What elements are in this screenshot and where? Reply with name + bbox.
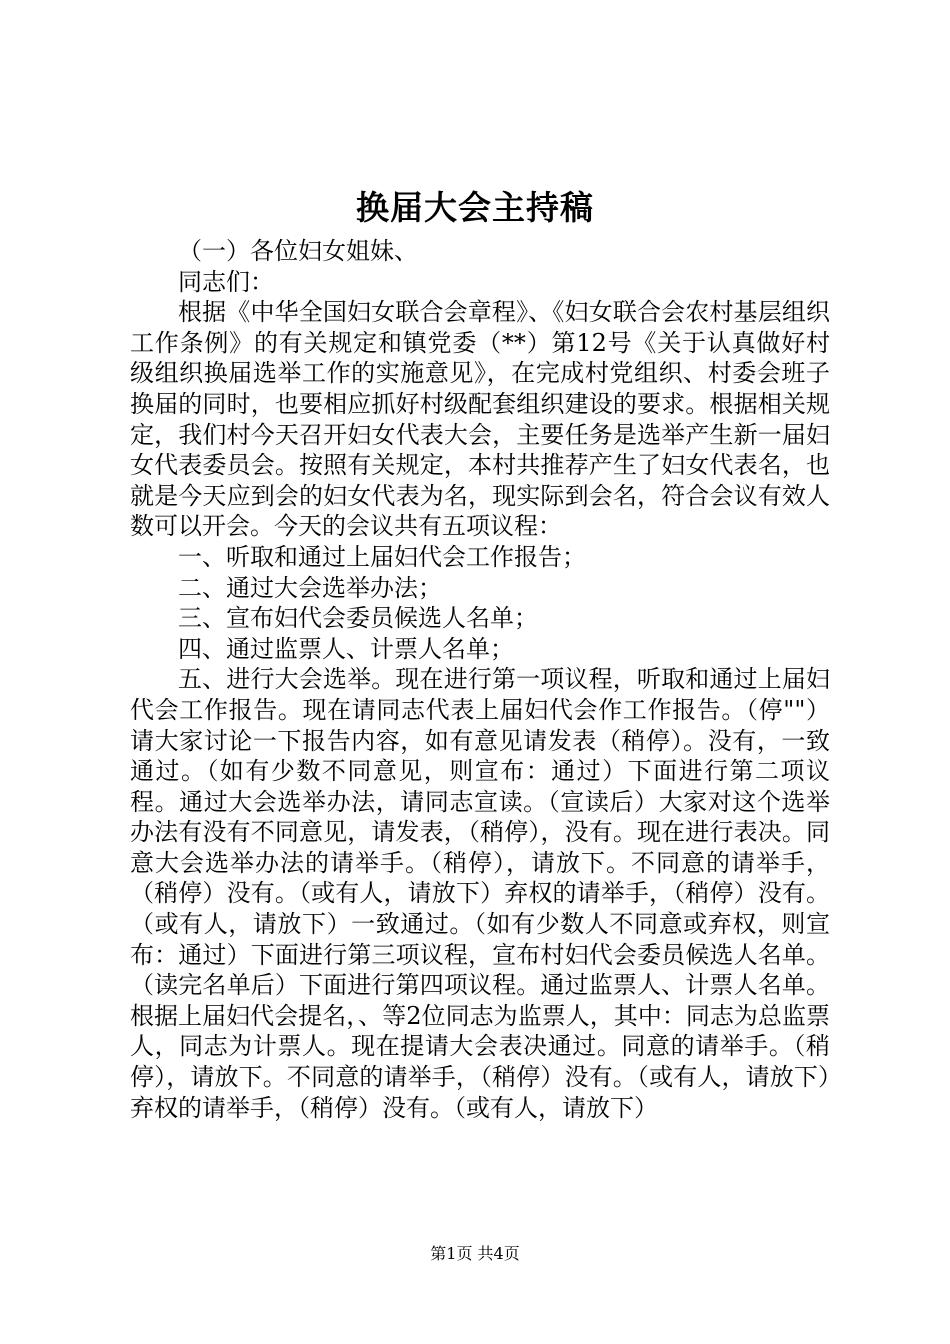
document-body — [130, 236, 830, 1123]
document-title: 换届大会主持稿 — [356, 188, 594, 227]
agenda-item-1: 一、听取和通过上届妇代会工作报告； — [178, 542, 586, 571]
agenda-item-4: 四、通过监票人、计票人名单； — [178, 634, 514, 663]
paragraph-greeting: （一）各位妇女姐妹、 — [178, 237, 418, 265]
agenda-item-3: 三、宣布妇代会委员候选人名单； — [178, 604, 538, 633]
agenda-item-5-proceedings: 五、进行大会选举。现在进行第一项议程，听取和通过上届妇代会工作报告。现在请同志代表上届妇代会作工作报告。（停""）请大家讨论一下报告内容，如有意见请发表（稍停）。没有，一致通过。（如有少数不同意见，则宣布：通过）下面进行第二项议程。通过大会选举办法，请同志宣读。（宣读后）大家对这个选举办法有没有不同意见，请发表，（稍停），没有。现在进行表决。同意大会选举办法的请举手。（稍停），请放下。不同意的请举手，（稍停）没有。（或有人，请放下）弃权的请举手，（稍停）没有。（或有人，请放下）一致通过。（如有少数人不同意或弃权，则宣布：通过）下面进行第三项议程，宣布村妇代会委员候选人名单。（读完名单后）下面进行第四项议程。通过监票人、计票人名单。根据上届妇代会提名，、等2位同志为监票人，其中：同志为总监票人，同志为计票人。现在提请大会表决通过。同意的请举手。（稍停），请放下。不同意的请举手，（稍停）没有。（或有人，请放下）弃权的请举手，（稍停）没有。（或有人，请放下） — [130, 665, 830, 1122]
agenda-item-2: 二、通过大会选举办法； — [178, 573, 442, 602]
paragraph-salutation: 同志们： — [178, 267, 274, 296]
page-number-footer: 第1页 共4页 — [430, 1244, 520, 1263]
paragraph-introduction: 根据《中华全国妇女联合会章程》、《妇女联合会农村基层组织工作条例》的有关规定和镇党委（**）第12号《关于认真做好村级组织换届选举工作的实施意见》，在完成村党组织、村委会班子换届的同时，也要相应抓好村级配套组织建设的要求。根据相关规定，我们村今天召开妇女代表大会，主要任务是选举产生新一届妇女代表委员会。按照有关规定，本村共推荐产生了妇女代表名，也就是今天应到会的妇女代表为名，现实际到会名，符合会议有效人数可以开会。今天的会议共有五项议程： — [130, 298, 830, 541]
